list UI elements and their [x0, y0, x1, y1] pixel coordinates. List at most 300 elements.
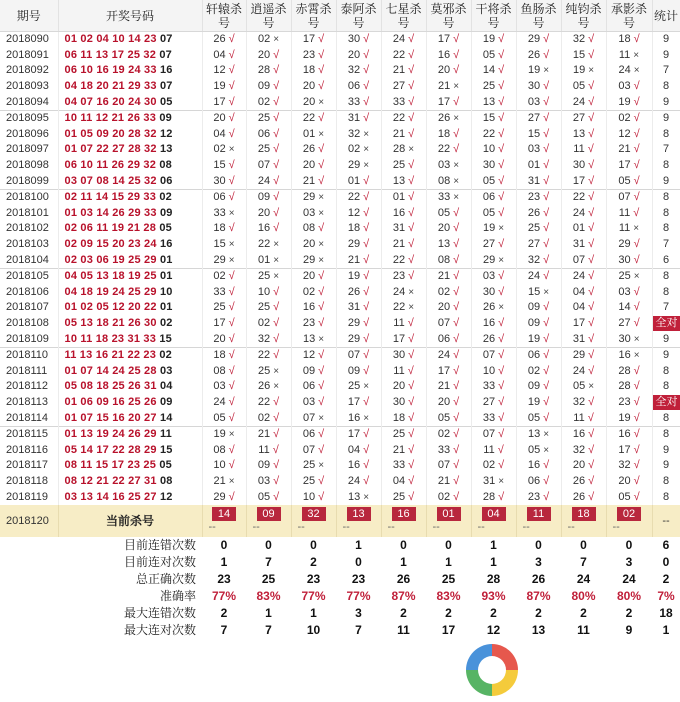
stat-cell: 9 [652, 173, 680, 189]
kill-number: 21 [437, 80, 451, 93]
correct-mark-icon: √ [363, 238, 370, 251]
red-ball-number: 19 [112, 64, 125, 77]
summary-value: 1 [220, 555, 228, 570]
period-cell: 2018104 [0, 252, 58, 268]
correct-mark-icon: √ [588, 349, 595, 362]
draw-numbers-cell [58, 142, 202, 158]
kill-number: 33 [437, 443, 451, 456]
blue-ball-number: 02 [159, 349, 172, 362]
kill-cell [471, 410, 516, 426]
kill-number: 07 [482, 428, 496, 441]
correct-mark-icon: √ [363, 459, 370, 472]
kill-number: 02 [213, 143, 226, 156]
kill-number: 20 [257, 206, 271, 219]
correct-mark-icon: √ [408, 159, 415, 172]
wrong-mark-icon: × [498, 475, 505, 487]
kill-cell [471, 206, 516, 222]
kill-cell [471, 158, 516, 174]
correct-mark-icon: √ [318, 349, 325, 362]
correct-mark-icon: √ [228, 112, 235, 125]
correct-mark-icon: √ [273, 428, 280, 441]
kill-cell [516, 285, 561, 301]
kill-cell [202, 489, 246, 505]
wrong-mark-icon: × [273, 239, 280, 251]
kill-number: 05 [213, 411, 226, 424]
summary-value: 2 [220, 605, 228, 620]
kill-number: 16 [527, 459, 541, 472]
kill-number: 07 [257, 159, 271, 172]
kill-cell [606, 458, 652, 474]
summary-value: 93% [481, 588, 506, 603]
kill-number: 33 [392, 95, 406, 108]
blue-ball-number: 01 [159, 270, 173, 283]
correct-mark-icon: √ [273, 48, 280, 61]
red-ball-number: 29 [144, 428, 157, 441]
red-ball-number: 09 [96, 127, 109, 140]
red-ball-number: 22 [112, 474, 125, 487]
correct-mark-icon: √ [453, 95, 460, 108]
correct-mark-icon: √ [408, 411, 415, 424]
kill-number: 26 [302, 143, 316, 156]
kill-cell [426, 458, 471, 474]
correct-mark-icon: √ [633, 174, 640, 187]
kill-cell [516, 410, 561, 426]
kill-cell [606, 237, 652, 253]
red-ball-number: 24 [112, 428, 125, 441]
kill-cell [381, 395, 426, 411]
summary-value: 83% [436, 588, 461, 603]
kill-number: 21 [437, 270, 451, 283]
red-ball-number: 26 [128, 380, 141, 393]
correct-mark-icon: √ [408, 222, 415, 235]
correct-mark-icon: √ [543, 127, 550, 140]
current-kill-cell [561, 505, 606, 537]
correct-mark-icon: √ [453, 428, 460, 441]
correct-mark-icon: √ [588, 364, 595, 377]
current-kill-cell [426, 505, 471, 537]
kill-number: 10 [213, 459, 226, 472]
red-ball-number: 11 [80, 459, 93, 472]
kill-cell [202, 48, 246, 64]
table-row [0, 347, 680, 363]
red-ball-number: 07 [80, 95, 94, 108]
kill-cell [606, 426, 652, 442]
wrong-mark-icon: × [228, 207, 235, 219]
draw-numbers-cell [58, 63, 202, 79]
table-row [0, 300, 680, 316]
kill-cell [381, 206, 426, 222]
correct-mark-icon: √ [228, 127, 235, 140]
kill-number: 33 [482, 380, 496, 393]
red-ball-number: 20 [128, 301, 141, 314]
correct-mark-icon: √ [273, 349, 280, 362]
red-ball-number: 20 [112, 95, 125, 108]
current-kill-dash: -- [252, 520, 260, 533]
kill-number: 24 [527, 270, 541, 283]
kill-number: 26 [347, 285, 361, 298]
kill-cell [606, 442, 652, 458]
kill-number: 04 [347, 443, 361, 456]
draw-numbers-cell [58, 285, 202, 301]
correct-mark-icon: √ [588, 112, 595, 125]
red-ball-number: 10 [80, 159, 94, 172]
blue-ball-number: 08 [159, 474, 173, 487]
summary-value: 24 [622, 572, 636, 587]
wrong-mark-icon: × [633, 223, 640, 235]
kill-cell [561, 268, 606, 284]
correct-mark-icon: √ [363, 48, 370, 61]
red-ball-number: 18 [112, 270, 125, 283]
correct-mark-icon: √ [498, 33, 505, 46]
period-cell: 2018112 [0, 379, 58, 395]
summary-value: 77% [346, 588, 371, 603]
red-ball-number: 05 [80, 127, 94, 140]
kill-cell [561, 363, 606, 379]
kill-cell [561, 285, 606, 301]
wrong-mark-icon: × [453, 113, 460, 125]
blue-ball-number: 16 [159, 238, 173, 251]
correct-mark-icon: √ [453, 301, 460, 314]
table-row [0, 206, 680, 222]
correct-mark-icon: √ [363, 95, 370, 108]
kill-number: 22 [257, 238, 271, 251]
correct-mark-icon: √ [363, 395, 370, 408]
kill-cell [471, 252, 516, 268]
correct-mark-icon: √ [633, 127, 640, 140]
wrong-mark-icon: × [363, 381, 370, 393]
kill-number: 05 [527, 411, 541, 424]
red-ball-number: 19 [128, 270, 141, 283]
kill-number: 30 [527, 80, 541, 93]
period-cell: 2018095 [0, 110, 58, 126]
correct-mark-icon: √ [498, 48, 505, 61]
draw-numbers-cell [58, 158, 202, 174]
red-ball-number: 25 [128, 395, 141, 408]
summary-value: 13 [531, 622, 546, 637]
red-ball-number: 13 [80, 428, 94, 441]
correct-mark-icon: √ [363, 64, 370, 77]
correct-mark-icon: √ [408, 112, 415, 125]
red-ball-number: 18 [96, 380, 109, 393]
red-ball-number: 02 [64, 238, 78, 251]
kill-number: 19 [527, 395, 541, 408]
correct-mark-icon: √ [408, 127, 415, 140]
wrong-mark-icon: × [363, 412, 370, 424]
draw-numbers-cell [58, 316, 202, 332]
kill-cell [336, 237, 381, 253]
period-cell: 2018096 [0, 127, 58, 143]
kill-cell [426, 316, 471, 332]
wrong-mark-icon: × [498, 302, 505, 314]
red-ball-number: 10 [64, 332, 78, 345]
period-cell: 2018118 [0, 474, 58, 490]
red-ball-number: 01 [64, 428, 78, 441]
current-kill-cell [291, 505, 336, 537]
kill-number: 09 [527, 380, 541, 393]
wrong-mark-icon: × [543, 444, 550, 456]
kill-cell [336, 158, 381, 174]
kill-number: 20 [437, 64, 451, 77]
blue-ball-number: 05 [159, 222, 172, 235]
kill-cell [426, 63, 471, 79]
red-ball-number: 25 [144, 270, 157, 283]
kill-cell [606, 331, 652, 347]
red-ball-number: 15 [95, 459, 109, 472]
kill-cell [471, 48, 516, 64]
header-chunjun: 纯钧杀号 [561, 0, 606, 32]
table-row [0, 127, 680, 143]
correct-mark-icon: √ [408, 380, 415, 393]
red-ball-number: 05 [64, 380, 78, 393]
kill-cell [291, 316, 336, 332]
kill-cell [291, 285, 336, 301]
kill-number: 28 [618, 364, 631, 377]
kill-number: 21 [302, 174, 316, 187]
red-ball-number: 27 [144, 411, 157, 424]
kill-number: 07 [572, 253, 586, 266]
correct-mark-icon: √ [498, 395, 505, 408]
kill-number: 29 [302, 191, 316, 204]
kill-cell [381, 221, 426, 237]
correct-mark-icon: √ [318, 364, 325, 377]
current-kill-row [0, 505, 680, 537]
correct-mark-icon: √ [588, 395, 595, 408]
correct-mark-icon: √ [318, 80, 325, 93]
correct-mark-icon: √ [453, 490, 460, 503]
kill-number: 26 [572, 490, 586, 503]
kill-number: 19 [482, 33, 496, 46]
kill-number: 02 [437, 490, 451, 503]
wrong-mark-icon: × [228, 254, 235, 266]
kill-cell [426, 347, 471, 363]
correct-mark-icon: √ [453, 127, 460, 140]
kill-number: 13 [482, 95, 496, 108]
kill-cell [291, 189, 336, 205]
kill-number: 25 [213, 301, 226, 314]
kill-number: 14 [482, 64, 496, 77]
kill-number: 02 [482, 459, 496, 472]
red-ball-number: 31 [127, 332, 141, 345]
stat-cell: 9 [652, 347, 680, 363]
summary-total: 6 [662, 538, 670, 553]
kill-number: 16 [302, 301, 316, 314]
correct-mark-icon: √ [363, 80, 370, 93]
table-row [0, 442, 680, 458]
draw-numbers-cell [58, 221, 202, 237]
correct-mark-icon: √ [228, 48, 235, 61]
period-cell: 2018099 [0, 173, 58, 189]
summary-value: 26 [396, 572, 411, 587]
correct-mark-icon: √ [543, 316, 550, 329]
kill-cell [291, 158, 336, 174]
kill-cell [336, 363, 381, 379]
draw-numbers-cell [58, 110, 202, 126]
kill-number: 20 [347, 48, 361, 61]
current-period: 2018120 [0, 505, 58, 537]
kill-cell [336, 268, 381, 284]
kill-cell [561, 189, 606, 205]
red-ball-number: 31 [144, 380, 157, 393]
table-row [0, 173, 680, 189]
kill-number: 05 [482, 174, 496, 187]
kill-cell [516, 142, 561, 158]
kill-number: 06 [482, 191, 496, 204]
kill-cell [246, 489, 291, 505]
correct-mark-icon: √ [543, 459, 550, 472]
kill-cell [606, 173, 652, 189]
correct-mark-icon: √ [453, 206, 460, 219]
kill-cell [291, 410, 336, 426]
red-ball-number: 14 [95, 191, 109, 204]
correct-mark-icon: √ [318, 222, 325, 235]
kill-cell [606, 474, 652, 490]
kill-cell [471, 79, 516, 95]
summary-value: 0 [265, 538, 272, 553]
kill-cell [516, 63, 561, 79]
kill-number: 20 [302, 159, 316, 172]
summary-value: 28 [486, 572, 501, 587]
kill-number: 19 [213, 428, 226, 441]
kill-number: 28 [257, 64, 271, 77]
kill-cell [246, 426, 291, 442]
draw-numbers-cell [58, 347, 202, 363]
correct-mark-icon: √ [318, 270, 325, 283]
red-ball-number: 02 [80, 301, 94, 314]
kill-number: 29 [347, 238, 361, 251]
correct-mark-icon: √ [543, 112, 550, 125]
kill-cell [426, 189, 471, 205]
correct-mark-icon: √ [453, 364, 460, 377]
correct-mark-icon: √ [273, 143, 280, 156]
kill-number: 29 [347, 159, 361, 172]
summary-value: 25 [261, 572, 276, 587]
kill-cell [561, 426, 606, 442]
kill-cell [381, 300, 426, 316]
red-ball-number: 14 [96, 490, 109, 503]
kill-number: 29 [347, 332, 361, 345]
summary-value: 11 [397, 622, 410, 637]
kill-cell [426, 79, 471, 95]
summary-label: 最大连错次数 [123, 605, 196, 620]
red-ball-number: 11 [80, 48, 93, 61]
kill-cell [246, 410, 291, 426]
correct-mark-icon: √ [543, 490, 550, 503]
kill-number: 02 [347, 143, 361, 156]
correct-mark-icon: √ [633, 428, 640, 441]
kill-cell [606, 32, 652, 48]
kill-number: 23 [527, 490, 541, 503]
stat-cell: 9 [652, 458, 680, 474]
summary-total: 2 [662, 572, 670, 587]
summary-value: 0 [535, 538, 542, 553]
kill-number: 29 [527, 33, 541, 46]
wrong-mark-icon: × [408, 286, 415, 298]
correct-mark-icon: √ [363, 222, 370, 235]
kill-cell [246, 48, 291, 64]
correct-mark-icon: √ [543, 95, 550, 108]
correct-mark-icon: √ [633, 206, 640, 219]
correct-mark-icon: √ [228, 222, 235, 235]
kill-cell [202, 331, 246, 347]
kill-number: 17 [213, 95, 226, 108]
kill-number: 30 [347, 33, 361, 46]
kill-cell [516, 127, 561, 143]
red-ball-number: 28 [144, 364, 157, 377]
summary-row [0, 554, 680, 571]
kill-number: 13 [302, 332, 316, 345]
draw-numbers-cell [58, 268, 202, 284]
draw-numbers-cell [58, 379, 202, 395]
correct-mark-icon: √ [363, 316, 370, 329]
correct-mark-icon: √ [543, 349, 550, 362]
kill-number: 02 [618, 112, 631, 125]
kill-number: 27 [392, 80, 406, 93]
kill-cell [381, 379, 426, 395]
current-kill-cell [336, 505, 381, 537]
kill-number: 30 [213, 174, 226, 187]
red-ball-number: 06 [96, 253, 109, 266]
kill-cell [381, 63, 426, 79]
kill-number: 27 [527, 112, 541, 125]
red-ball-number: 11 [80, 112, 93, 125]
red-ball-number: 25 [128, 490, 141, 503]
kill-number: 20 [302, 80, 316, 93]
kill-cell [246, 110, 291, 126]
period-cell: 2018108 [0, 316, 58, 332]
summary-value: 9 [625, 622, 633, 637]
period-cell: 2018092 [0, 63, 58, 79]
kill-number: 05 [572, 80, 586, 93]
correct-mark-icon: √ [543, 174, 550, 187]
correct-mark-icon: √ [363, 253, 370, 266]
table-row [0, 285, 680, 301]
table-row [0, 79, 680, 95]
kill-cell [336, 63, 381, 79]
kill-cell [471, 316, 516, 332]
kill-cell [381, 363, 426, 379]
stat-cell: 8 [652, 379, 680, 395]
kill-cell [336, 32, 381, 48]
correct-mark-icon: √ [498, 285, 505, 298]
kill-number: 26 [213, 33, 226, 46]
kill-number: 11 [258, 443, 270, 456]
draw-numbers-cell [58, 48, 202, 64]
correct-mark-icon: √ [228, 395, 235, 408]
kill-cell [471, 442, 516, 458]
correct-mark-icon: √ [498, 364, 505, 377]
correct-mark-icon: √ [498, 490, 505, 503]
correct-mark-icon: √ [588, 332, 595, 345]
red-ball-number: 08 [96, 174, 109, 187]
period-cell: 2018093 [0, 79, 58, 95]
kill-number: 25 [302, 459, 316, 472]
red-ball-number: 17 [111, 459, 125, 472]
kill-number: 27 [482, 395, 496, 408]
blue-ball-number: 09 [159, 395, 173, 408]
kill-number: 05 [618, 174, 631, 187]
kill-cell [202, 395, 246, 411]
kill-number: 28 [482, 490, 496, 503]
kill-number: 21 [392, 238, 406, 251]
correct-mark-icon: √ [318, 395, 325, 408]
kill-number: 26 [527, 206, 541, 219]
kill-number: 14 [618, 301, 631, 314]
wrong-mark-icon: × [273, 271, 280, 283]
draw-numbers-cell [58, 237, 202, 253]
correct-mark-icon: √ [588, 80, 595, 93]
summary-total: 0 [662, 555, 670, 570]
red-ball-number: 20 [96, 80, 109, 93]
